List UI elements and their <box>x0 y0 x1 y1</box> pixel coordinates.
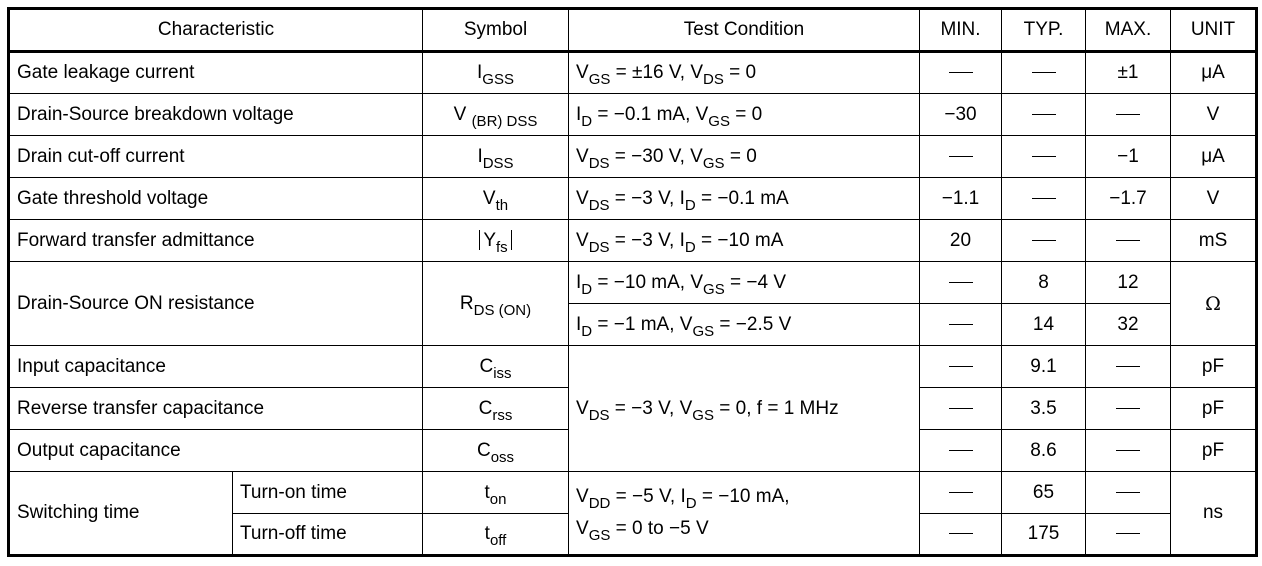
condition-subscript: D <box>581 112 593 130</box>
typ-value: 65 <box>1002 472 1086 514</box>
min-value: −30 <box>920 94 1002 136</box>
symbol-subscript: on <box>489 490 507 508</box>
symbol-cell <box>423 178 569 220</box>
characteristic-name: Input capacitance <box>9 346 423 388</box>
symbol-cell <box>423 94 569 136</box>
dash-mark <box>949 366 973 367</box>
condition-text: = 0 <box>723 62 757 83</box>
dash-mark <box>1032 240 1056 241</box>
symbol-subscript: oss <box>490 448 515 466</box>
symbol-text: R <box>459 292 474 314</box>
condition-text: = 0 <box>729 103 763 125</box>
typ-value: 9.1 <box>1002 346 1086 388</box>
max-value: 32 <box>1086 304 1171 346</box>
dash-mark <box>1116 366 1140 367</box>
min-value <box>920 262 1002 304</box>
symbol-cell <box>423 430 569 472</box>
table-row <box>9 262 1257 304</box>
condition-text: I <box>576 271 582 293</box>
symbol-cell <box>423 388 569 430</box>
min-value <box>920 346 1002 388</box>
characteristic-name: Reverse transfer capacitance <box>9 388 423 430</box>
symbol-cell <box>423 136 569 178</box>
condition-subscript: GS <box>703 280 725 298</box>
condition-subscript: D <box>581 280 593 298</box>
header-max: MAX. <box>1086 9 1171 52</box>
max-value: 12 <box>1086 262 1171 304</box>
symbol-text: V <box>453 103 467 125</box>
condition-subscript: DS <box>588 154 610 172</box>
symbol-subscript: fs <box>496 238 508 256</box>
condition-text: = −4 V <box>724 271 786 293</box>
condition-text: V <box>576 486 589 507</box>
condition-text: = 0, f = 1 MHz <box>713 397 839 419</box>
unit-value: pF <box>1171 388 1257 430</box>
condition-text: = −3 V, I <box>609 229 685 251</box>
condition-subscript: GS <box>588 71 611 88</box>
header-test-condition: Test Condition <box>569 9 920 52</box>
typ-value <box>1002 178 1086 220</box>
symbol-subscript: (BR) DSS <box>471 112 538 130</box>
table-row <box>9 52 1257 94</box>
max-value <box>1086 346 1171 388</box>
header-unit: UNIT <box>1171 9 1257 52</box>
dash-mark <box>949 324 973 325</box>
min-value: −1.1 <box>920 178 1002 220</box>
min-value <box>920 472 1002 514</box>
typ-value <box>1002 220 1086 262</box>
header-row <box>9 9 1257 52</box>
unit-value: pF <box>1171 430 1257 472</box>
sub-characteristic-name: Turn-off time <box>233 514 423 556</box>
test-condition <box>569 220 920 262</box>
condition-subscript: GS <box>702 154 725 172</box>
condition-subscript: GS <box>692 406 714 424</box>
test-condition <box>569 94 920 136</box>
condition-subscript: DS <box>588 196 610 214</box>
condition-text: V <box>576 518 589 539</box>
condition-text: = −3 V, V <box>609 397 693 419</box>
symbol-cell <box>423 262 569 346</box>
condition-text: = −10 mA, <box>696 486 790 507</box>
condition-subscript: GS <box>588 527 611 544</box>
symbol-subscript: GSS <box>482 71 514 88</box>
dash-mark <box>1032 198 1056 199</box>
dash-mark <box>949 533 973 534</box>
condition-subscript: D <box>684 238 696 256</box>
max-value: −1.7 <box>1086 178 1171 220</box>
dash-mark <box>1116 408 1140 409</box>
condition-text: V <box>576 229 589 251</box>
max-value <box>1086 388 1171 430</box>
dash-mark <box>1032 156 1056 157</box>
condition-text: I <box>576 103 582 125</box>
unit-value: V <box>1171 94 1257 136</box>
dash-mark <box>949 156 973 157</box>
typ-value: 14 <box>1002 304 1086 346</box>
symbol-text: I <box>477 145 483 167</box>
symbol-text: t <box>484 481 490 503</box>
symbol-subscript: iss <box>493 364 512 382</box>
characteristic-name: Drain-Source ON resistance <box>9 262 423 346</box>
symbol-cell <box>423 514 569 556</box>
unit-value: pF <box>1171 346 1257 388</box>
condition-subscript: D <box>685 495 697 512</box>
test-condition-line <box>576 486 912 512</box>
symbol-subscript: DSS <box>482 154 514 172</box>
symbol-text: C <box>479 355 494 377</box>
condition-text: = −0.1 mA, V <box>592 103 709 125</box>
test-condition <box>569 346 920 472</box>
condition-text: = −3 V, I <box>609 187 685 209</box>
characteristic-name: Drain cut-off current <box>9 136 423 178</box>
symbol-text: Y <box>483 229 496 251</box>
condition-subscript: D <box>684 196 696 214</box>
sub-characteristic-name: Turn-on time <box>233 472 423 514</box>
test-condition <box>569 262 920 304</box>
abs-bar-left <box>479 230 480 250</box>
symbol-text: t <box>484 523 490 544</box>
max-value <box>1086 94 1171 136</box>
table-row <box>9 178 1257 220</box>
min-value <box>920 52 1002 94</box>
condition-subscript: D <box>581 322 593 340</box>
condition-text: = 0 <box>724 145 757 167</box>
unit-value: μA <box>1171 136 1257 178</box>
condition-text: = ±16 V, V <box>610 62 704 83</box>
symbol-cell <box>423 346 569 388</box>
condition-text: V <box>576 397 589 419</box>
condition-text: = −0.1 mA <box>695 187 789 209</box>
test-condition <box>569 472 920 556</box>
symbol-text: C <box>476 439 491 461</box>
characteristic-name: Gate threshold voltage <box>9 178 423 220</box>
condition-text: = 0 to −5 V <box>610 518 709 539</box>
min-value <box>920 388 1002 430</box>
dash-mark <box>949 492 973 493</box>
unit-value: μA <box>1171 52 1257 94</box>
min-value <box>920 514 1002 556</box>
dash-mark <box>1116 114 1140 115</box>
max-value <box>1086 472 1171 514</box>
condition-subscript: DS <box>588 238 610 256</box>
characteristic-name: Drain-Source breakdown voltage <box>9 94 423 136</box>
condition-text: V <box>576 62 589 83</box>
test-condition <box>569 178 920 220</box>
symbol-subscript: off <box>489 532 507 549</box>
condition-subscript: DD <box>588 495 611 512</box>
max-value <box>1086 430 1171 472</box>
test-condition <box>569 304 920 346</box>
abs-bar-right <box>511 230 512 250</box>
typ-value <box>1002 52 1086 94</box>
condition-text: V <box>576 187 589 209</box>
symbol-subscript: th <box>495 196 509 214</box>
unit-value: Ω <box>1171 262 1257 346</box>
condition-text: = −1 mA, V <box>592 313 693 335</box>
header-min: MIN. <box>920 9 1002 52</box>
dash-mark <box>1116 533 1140 534</box>
condition-text: = −10 mA, V <box>592 271 704 293</box>
header-characteristic: Characteristic <box>9 9 423 52</box>
typ-value: 8.6 <box>1002 430 1086 472</box>
unit-value: mS <box>1171 220 1257 262</box>
header-typ: TYP. <box>1002 9 1086 52</box>
condition-text: = −5 V, I <box>610 486 686 507</box>
min-value <box>920 304 1002 346</box>
condition-subscript: DS <box>703 71 724 88</box>
min-value: 20 <box>920 220 1002 262</box>
dash-mark <box>949 408 973 409</box>
min-value <box>920 136 1002 178</box>
characteristic-name: Output capacitance <box>9 430 423 472</box>
symbol-text: V <box>482 187 496 209</box>
electrical-characteristics-table <box>7 7 1258 557</box>
condition-text: I <box>576 313 582 335</box>
table-row <box>9 346 1257 388</box>
condition-text: = −30 V, V <box>609 145 703 167</box>
condition-subscript: DS <box>588 406 610 424</box>
typ-value: 3.5 <box>1002 388 1086 430</box>
symbol-cell <box>423 220 569 262</box>
symbol-cell <box>423 472 569 514</box>
characteristic-name: Gate leakage current <box>9 52 423 94</box>
table-row <box>9 136 1257 178</box>
condition-text: V <box>576 145 589 167</box>
unit-value: ns <box>1171 472 1257 556</box>
max-value: ±1 <box>1086 52 1171 94</box>
dash-mark <box>1032 72 1056 73</box>
condition-subscript: GS <box>692 322 715 340</box>
table-row <box>9 220 1257 262</box>
symbol-subscript: DS (ON) <box>473 301 532 319</box>
symbol-subscript: rss <box>492 406 513 424</box>
test-condition <box>569 136 920 178</box>
dash-mark <box>949 450 973 451</box>
test-condition <box>569 52 920 94</box>
header-symbol: Symbol <box>423 9 569 52</box>
test-condition-line <box>576 518 912 544</box>
characteristic-name: Switching time <box>9 472 233 556</box>
dash-mark <box>949 72 973 73</box>
typ-value: 8 <box>1002 262 1086 304</box>
dash-mark <box>1032 114 1056 115</box>
max-value: −1 <box>1086 136 1171 178</box>
characteristic-name: Forward transfer admittance <box>9 220 423 262</box>
dash-mark <box>1116 240 1140 241</box>
min-value <box>920 430 1002 472</box>
unit-value: V <box>1171 178 1257 220</box>
condition-text: = −2.5 V <box>714 313 792 335</box>
condition-text: = −10 mA <box>695 229 784 251</box>
condition-subscript: GS <box>708 112 730 130</box>
max-value <box>1086 514 1171 556</box>
dash-mark <box>1116 492 1140 493</box>
symbol-text: I <box>477 62 483 83</box>
symbol-text: C <box>478 397 493 419</box>
table-row <box>9 94 1257 136</box>
dash-mark <box>1116 450 1140 451</box>
table-row <box>9 472 1257 514</box>
typ-value: 175 <box>1002 514 1086 556</box>
typ-value <box>1002 94 1086 136</box>
dash-mark <box>949 282 973 283</box>
symbol-cell <box>423 52 569 94</box>
typ-value <box>1002 136 1086 178</box>
max-value <box>1086 220 1171 262</box>
